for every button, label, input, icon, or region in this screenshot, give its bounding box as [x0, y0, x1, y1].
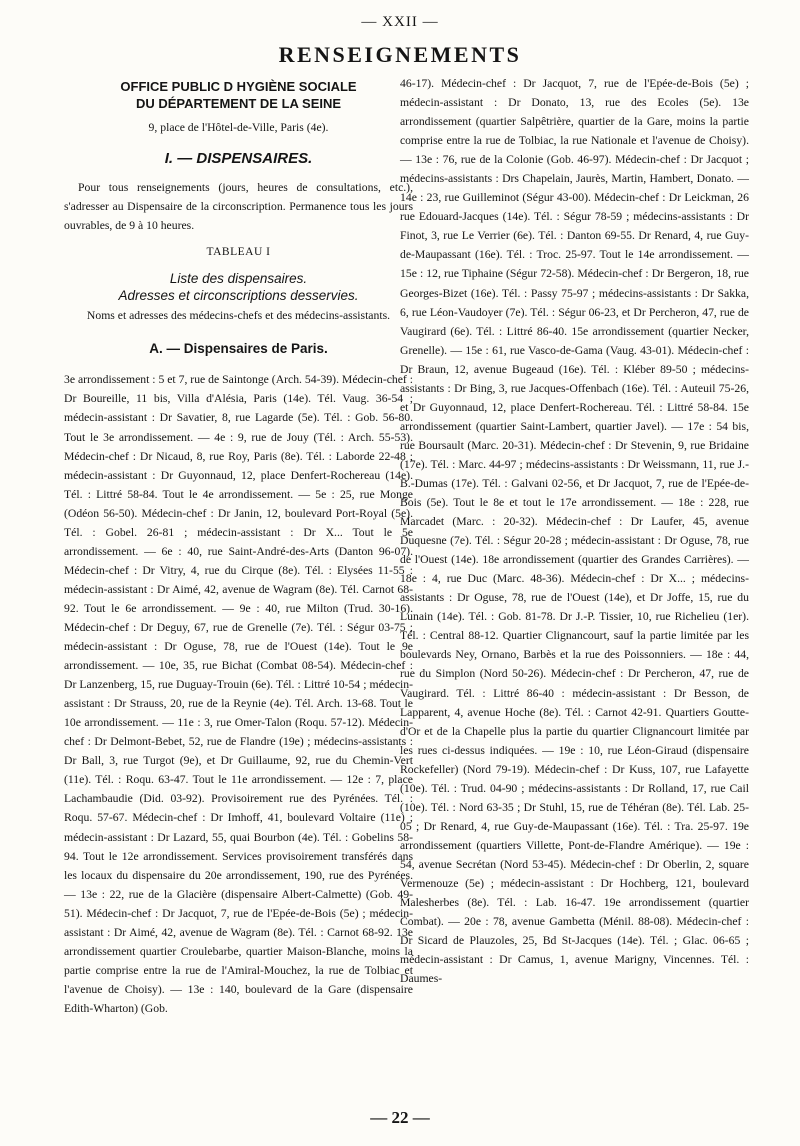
intro-paragraph: Pour tous renseignements (jours, heures de consultations, etc.), s'adresser au Dispensaire de la circonscription. Permanence tous les jours ouvrables, de 9 à 10 heures. [64, 181, 413, 233]
names-note: Noms et adresses des médecins-chefs et des médecins-assistants. [86, 309, 391, 323]
list-title-2: Adresses et circonscriptions desservies. [118, 288, 359, 304]
office-address: 9, place de l'Hôtel-de-Ville, Paris (4e). [148, 121, 329, 134]
tableau-label: TABLEAU I [206, 246, 271, 259]
section-title: I. — DISPENSAIRES. [164, 150, 313, 168]
list-title-1: Liste des dispensaires. [169, 271, 308, 287]
right-column-text: 46-17). Médecin-chef : Dr Jacquot, 7, rue de l'Epée-de-Bois (5e) ; médecin-assistant : Dr Donato, 13, rue des Ecoles (5e). 13e arrondissement (quartier Salpêtrière, quartier de la Gare, moins la partie comprise entre la rue de Tolbiac, la rue Nationale et l'avenue de Choisy). — 13e : 76, rue de la Colonie (Gob. 46-97). Médecin-chef : Dr Jacquot ; médecins-assistants : Drs Chapelain, Jaurès, Martin, Hambert, Donato. — 14e : 23, rue Guilleminot (Ségur 43-00). Médecin-chef : Dr Leickman, 26 rue Edouard-Jacques (14e). Tél. : Ségur 78-59 ; médecins-assistants : Dr Finot, 3, rue Le Verrier (6e). Tél. : Danton 69-55. Dr Renard, 4, rue Guy-de-Maupassant (16e). Tél. : Troc. 25-97. Tout le 14e arrondissement. — 15e : 12, rue Tiphaine (Ségur 72-58). Médecin-chef : Dr Bergeron, 18, rue Georges-Bizet (16e). Tél. : Passy 75-97 ; médecins-assistants : Dr Sakka, 6, rue Léon-Vaudoyer (7e). Tél. : Ségur 06-23, et Dr Percheron, 47, rue de Vaugirard (6e). Tél. : Littré 86-40. 15e arrondissement (quartier Necker, Grenelle). — 15e : 61, rue Vasco-de-Gama (Vaug. 43-01). Médecin-chef : Dr Braun, 12, avenue Bugeaud (16e). Tél. : Kléber 89-50 ; médecins-assistants : Dr Bing, 3, rue Jacques-Offenbach (16e). Tél. : Auteuil 75-26, et Dr Guyonnaud, 12, place Denfert-Rochereau. Tél. : Littré 58-84. 15e arrondissement (quartier Saint-Lambert, quartier Javel). — 17e : 54 bis, rue Boursault (Marc. 20-31). Médecin-chef : Dr Stevenin, 9, rue Bridaine (17e). Tél. : Marc. 44-97 ; médecins-assistants : Dr Weissmann, 11, rue J.-B.-Dumas (17e). Tél. : Galvani 02-56, et Dr Jacquot, 7, rue de l'Epée-de-Bois (5e). Tout le 8e et tout le 17e arrondissement. — 18e : 228, rue Marcadet (Marc. : 20-32). Médecin-chef : Dr Laufer, 45, avenue Duquesne (7e). Tél. : Ségur 20-28 ; médecin-assistant : Dr Oguse, 78, rue de l'Ouest (14e). 18e arrondissement (quartier des Grandes Carrières). — 18e : 4, rue Duc (Marc. 48-36). Médecin-chef : Dr X... ; médecins-assistants : Dr Oguse, 78, rue de l'Ouest (14e), et Dr Joffe, 15, rue du Lunain (14e). Tél. : Gob. 81-78. Dr J.-P. Tissier, 10, rue Richelieu (1er). Tél. : Central 88-12. Quartier Clignancourt, sauf la partie limitée par les boulevards Ney, Ornano, Barbès et la rue des Poissonniers. — 18e : 44, rue du Simplon (Nord 50-26). Médecin-chef : Dr Percheron, 47, rue de Vaugirard. Tél. : Littré 86-40 : médecin-assistant : Dr Besson, de Lapparent, 4, avenue Hoche (8e). Tél. : Carnot 42-91. Quartiers Goutte-d'Or et de la Chapelle plus la partie du quartier Clignancourt limitée par les rues ci-dessus indiquées. — 19e : 10, rue Léon-Giraud (dispensaire Rockefeller) (Nord 79-19). Médecin-chef : Dr Kuss, 107, rue Lafayette (10e). Tél. : Trud. 04-90 ; médecins-assistants : Dr Rolland, 17, rue Cail (10e). Tél. : Nord 63-35 ; Dr Stuhl, 15, rue de Téhéran (8e). Tél. Lab. 25-05 ; Dr Renard, 4, rue Guy-de-Maupassant (16e). Tél. : Tra. 25-97. 19e arrondissement (quartiers Villette, Pont-de-Flandre Amérique). — 19e : 54, avenue Secrétan (Nord 53-45). Médecin-chef : Dr Oberlin, 2, square Vermenouze (5e) ; médecin-assistant : Dr Hochberg, 121, boulevard Malesherbes (8e). Tél. : Lab. 16-47. 19e arrondissement (quartier Combat). — 20e : 78, avenue Gambetta (Ménil. 88-08). Médecin-chef : Dr Sicard de Plauzoles, 25, Bd St-Jacques (14e). Tél. ; Glac. 06-65 ; médecin-assistant : Dr Camus, 1, avenue Marigny, Vincennes. Tél. : Daumes- [400, 77, 749, 986]
subsection-title: A. — Dispensaires de Paris. [149, 341, 328, 357]
office-title-line2: DU DÉPARTEMENT DE LA SEINE [135, 96, 342, 111]
page-title: RENSEIGNEMENTS [278, 42, 522, 67]
roman-page-number: — XXII — [361, 14, 439, 30]
page-number: — 22 — [370, 1108, 430, 1127]
left-column-text: 3e arrondissement : 5 et 7, rue de Saintonge (Arch. 54-39). Médecin-chef : Dr Boureille, 11 bis, Villa d'Alésia, Paris (14e). Tél. Vaug. 36-54 ; médecin-assistant : Dr Savatier, 8, rue Lagarde (5e). Tél. : Gob. 56-80. Tout le 3e arrondissement. — 4e : 9, rue de Jouy (Tél. : Arch. 55-53). Médecin-chef : Dr Nicaud, 8, rue Roy, Paris (8e). Tél. : Laborde 22-48 ; médecin-assistant : Dr Guyonnaud, 12, place Denfert-Rochereau (14e). Tél. : Littré 58-84. Tout le 4e arrondissement. — 5e : 25, rue Monge (Odéon 56-50). Médecin-chef : Dr Janin, 12, boulevard Port-Royal (5e). Tél. : Gobel. 26-81 ; médecin-assistant : Dr X... Tout le 5e arrondissement. — 6e : 40, rue Saint-André-des-Arts (Danton 96-07). Médecin-chef : Dr Vitry, 4, rue du Cirque (8e). Tél. : Elysées 11-55 : médecin-assistant : Dr Aimé, 42, avenue de Wagram (8e). Tél. Carnot 68-92. Tout le 6e arrondissement. — 9e : 40, rue Milton (Trud. 30-16). Médecin-chef : Dr Deguy, 67, rue de Grenelle (7e). Tél. : Ségur 03-75 ; médecin-assistant : Dr Oguse, 78, rue de l'Ouest (14e). Tout le 9e arrondissement. — 10e, 35, rue Bichat (Combat 08-54). Médecin-chef : Dr Lanzenberg, 15, rue Duguay-Trouin (6e). Tél. : Littré 10-54 ; médecin-assistant : Dr Strauss, 20, rue de la Reynie (4e). Tél. Arch. 13-68. Tout le 10e arrondissement. — 11e : 3, rue Omer-Talon (Roqu. 57-12). Médecin-chef : Dr Delmont-Bebet, 52, rue de Flandre (19e) ; médecins-assistants : Dr Ball, 3, rue Turgot (9e), et Dr Guillaume, 92, rue du Chemin-Vert (11e). Tél. : Roqu. 63-47. Tout le 11e arrondissement. — 12e : 7, place Lachambaudie (Did. 03-92). Provisoirement rue des Pyrénées. Tél. : Roqu. 57-67. Médecin-chef : Dr Imhoff, 41, boulevard Voltaire (11e) ; médecin-assistant : Dr Lazard, 55, quai Bourbon (4e). Tél. : Gobelins 58-94. Tout le 12e arrondissement. Services provisoirement transférés dans les locaux du dispensaire du 20e arrondissement, 190, rue des Pyrénées. — 13e : 22, rue de la Glacière (dispensaire Albert-Calmette) (Gob. 49-51). Médecin-chef : Dr Jacquot, 7, rue de l'Epée-de-Bois (5e) ; médecin-assistant : Dr Aimé, 42, avenue de Wagram (8e). Tél. : Carnot 68-92. 13e arrondissement quartier Croulebarbe, quartier Maison-Blanche, moins la partie comprise entre la rue de l'Amiral-Mouchez, la rue de Tolbiac et l'avenue de Choisy). — 13e : 140, boulevard de la Gare (dispensaire Edith-Wharton) (Gob. [64, 373, 413, 1015]
right-column [400, 74, 749, 988]
left-column [64, 78, 413, 1018]
office-title-line1: OFFICE PUBLIC D HYGIÈNE SOCIALE [120, 79, 357, 94]
